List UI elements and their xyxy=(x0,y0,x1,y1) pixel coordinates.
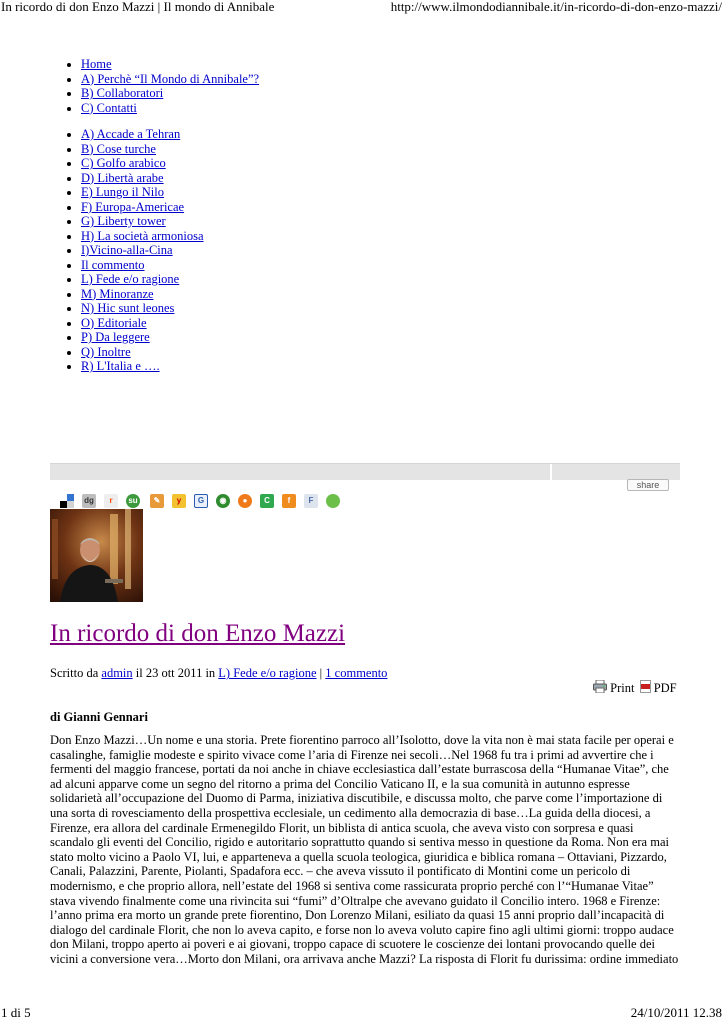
category-link[interactable]: L) Fede e/o ragione xyxy=(81,272,180,286)
body-line: dialogo del cardinale Florit, che non lo aveva capito, e forse non lo aveva voluto capire fino agli ultimi giorni: troppo audace xyxy=(50,922,674,937)
category-item xyxy=(81,330,204,345)
google-icon[interactable]: G xyxy=(194,494,208,508)
category-item xyxy=(81,258,204,273)
menu-link[interactable]: A) Perchè “Il Mondo di Annibale”? xyxy=(81,71,260,86)
category-item xyxy=(81,301,204,316)
print-pdf-links xyxy=(593,680,677,697)
category-item xyxy=(81,316,204,331)
category-link[interactable]: N) Hic sunt leones xyxy=(81,301,175,315)
category-item xyxy=(81,142,204,157)
body-line: l’anno prima era morto un grande prete fiorentino, Don Lorenzo Milani, esiliato da quasi 15 anni proprio dall’incapacità di xyxy=(50,908,665,923)
category-link[interactable]: R) L'Italia e …. xyxy=(81,359,160,373)
category-item xyxy=(81,156,204,171)
body-line: Canali, Palazzini, Parente, Piolanti, Spadafora ecc. – che aveva vissuto il pontificato di Montini come un pericolo di xyxy=(50,864,631,879)
pdf-link[interactable]: PDF xyxy=(653,681,677,695)
print-timestamp: 24/10/2011 12.38 xyxy=(630,1005,722,1020)
category-link[interactable]: D) Libertà arabe xyxy=(81,170,164,185)
body-line: don Milani, troppo aperto ai poveri e ai giovani, troppo capace di scuotere le coscienze dei lontani provocando quelle dei xyxy=(50,937,655,952)
furl-icon[interactable]: C xyxy=(260,494,274,508)
body-line: stava vivendo finalmente come una rivincita sui “fumi” d’Oltralpe che avevano guidato il Concilio intero. 1968 e Firenze: xyxy=(50,893,661,908)
category-item xyxy=(81,287,204,302)
menu-item-perche xyxy=(81,72,259,87)
body-line: Firenze, era allora del cardinale Ermenegildo Florit, un biblista di antica scuola, che aveva visto con sorpresa e quasi xyxy=(50,820,634,835)
article-title-link[interactable]: In ricordo di don Enzo Mazzi xyxy=(50,620,346,647)
menu-link[interactable]: Home xyxy=(81,57,112,71)
article-photo xyxy=(50,509,143,602)
category-item xyxy=(81,127,204,142)
body-line: casalinghe, famiglie modeste e spirito vivace come l’aria di Firenze nei secoli…Nel 1968 fu tra i primi ad avvertire che i xyxy=(50,747,654,762)
yahoo-icon[interactable]: y xyxy=(172,494,186,508)
article-byline: di Gianni Gennari xyxy=(50,710,148,724)
article-meta xyxy=(50,666,387,681)
body-line: solidarietà all’occupazione del Duomo di Parma, iniziativa discutibile, e discussa molto, che parve come l’importazione di xyxy=(50,791,663,806)
meta-date: il 23 ott 2011 in xyxy=(132,666,219,680)
category-link[interactable]: Q) Inoltre xyxy=(81,344,131,359)
feed-icon[interactable]: F xyxy=(304,494,318,508)
pdf-icon[interactable] xyxy=(640,680,651,697)
printer-icon[interactable] xyxy=(593,680,607,697)
body-line: ad alcuni apparve come un segno del ritorno a prima del Concilio Vaticano II, e la sua comunità in autunno espresse xyxy=(50,776,630,791)
categories-menu xyxy=(50,127,204,374)
meta-author-link[interactable]: admin xyxy=(101,666,133,680)
menu-item-contatti xyxy=(81,101,259,116)
print-header xyxy=(0,0,724,16)
category-link[interactable]: A) Accade a Tehran xyxy=(81,127,181,141)
category-link[interactable]: B) Cose turche xyxy=(81,141,156,156)
category-link[interactable]: Il commento xyxy=(81,257,145,272)
stumbleupon-icon[interactable]: su xyxy=(126,494,140,508)
live-icon[interactable]: ● xyxy=(238,494,252,508)
category-item xyxy=(81,171,204,186)
body-line: fermenti del maggio francese, portati da noi anche in chiave ecclesiastica dall’estate burrascosa della “Humanae Vitae”, che xyxy=(50,762,669,777)
category-item xyxy=(81,243,204,258)
meta-prefix: Scritto da xyxy=(50,666,102,680)
category-link[interactable]: I)Vicino-alla-Cina xyxy=(81,243,173,257)
category-item xyxy=(81,359,204,374)
category-item xyxy=(81,214,204,229)
category-link[interactable]: F) Europa-Americae xyxy=(81,199,185,214)
print-link[interactable]: Print xyxy=(610,681,635,695)
meta-category-link[interactable]: L) Fede e/o ragione xyxy=(218,666,317,680)
header-page-title: In ricordo di don Enzo Mazzi | Il mondo di Annibale xyxy=(1,0,275,14)
meta-comments-link[interactable]: 1 commento xyxy=(325,666,388,680)
category-link[interactable]: G) Liberty tower xyxy=(81,214,166,228)
menu-link[interactable]: B) Collaboratori xyxy=(81,86,164,100)
reddit-icon[interactable]: r xyxy=(104,494,118,508)
body-line: Don Enzo Mazzi…Un nome e una storia. Prete fiorentino parroco all’Isolotto, dove la vita non è mai stata facile per operai e xyxy=(50,733,674,747)
category-item xyxy=(81,185,204,200)
category-link[interactable]: H) La società armoniosa xyxy=(81,228,204,243)
category-item xyxy=(81,345,204,360)
category-link[interactable]: P) Da leggere xyxy=(81,330,150,344)
menu-item-collaboratori xyxy=(81,86,259,101)
print-footer xyxy=(0,1005,724,1021)
menu-link[interactable]: C) Contatti xyxy=(81,100,137,115)
category-item xyxy=(81,200,204,215)
category-item xyxy=(81,272,204,287)
bookmark-icon[interactable]: ✎ xyxy=(150,494,164,508)
category-link[interactable]: O) Editoriale xyxy=(81,315,147,330)
header-url: http://www.ilmondodiannibale.it/in-ricordo-di-don-enzo-mazzi/ xyxy=(390,0,722,14)
digg-icon[interactable]: dg xyxy=(82,494,96,508)
article-body xyxy=(50,733,679,967)
green-dot-icon[interactable] xyxy=(326,494,340,508)
body-line: vicini a conversione vera…Morto don Milani, ora arrivava anche Mazzi? La risposta di Florit fu durissima: ordine immediato xyxy=(50,951,679,966)
category-item xyxy=(81,229,204,244)
category-link[interactable]: M) Minoranze xyxy=(81,286,154,301)
page-counter: 1 di 5 xyxy=(1,1005,31,1020)
friendfeed-icon[interactable]: f xyxy=(282,494,296,508)
meta-separator: | xyxy=(316,666,326,680)
share-bar xyxy=(50,463,680,480)
share-bar-divider xyxy=(550,464,552,480)
delicious-icon[interactable] xyxy=(60,494,74,508)
body-line: scandalo gli eventi del Concilio, rigido e autoritario soprattutto quando si sentiva messo in questione da Roma. Non era mai xyxy=(50,835,669,850)
menu-item-home xyxy=(81,57,259,72)
category-link[interactable]: C) Golfo arabico xyxy=(81,156,166,170)
body-line: modernismo, e che proprio allora, nell’estate del 1968 si sentiva come rassicurata proprio perché con l’“Humanae Vitae” xyxy=(50,878,654,893)
category-link[interactable]: E) Lungo il Nilo xyxy=(81,185,164,199)
technorati-icon[interactable]: ◉ xyxy=(216,494,230,508)
body-line: una sorta di rovesciamento della prospettiva ecclesiale, un cedimento alla democrazia di base…La guida della diocesi, a xyxy=(50,805,651,820)
share-button[interactable]: share xyxy=(627,479,669,491)
article-title xyxy=(50,618,345,650)
pages-menu xyxy=(50,57,259,115)
body-line: stato molto vicino a Paolo VI, lui, e apparteneva a quella scuola teologica, giuridica e biblica romana – Ottaviani, Pizzardo, xyxy=(50,849,667,864)
